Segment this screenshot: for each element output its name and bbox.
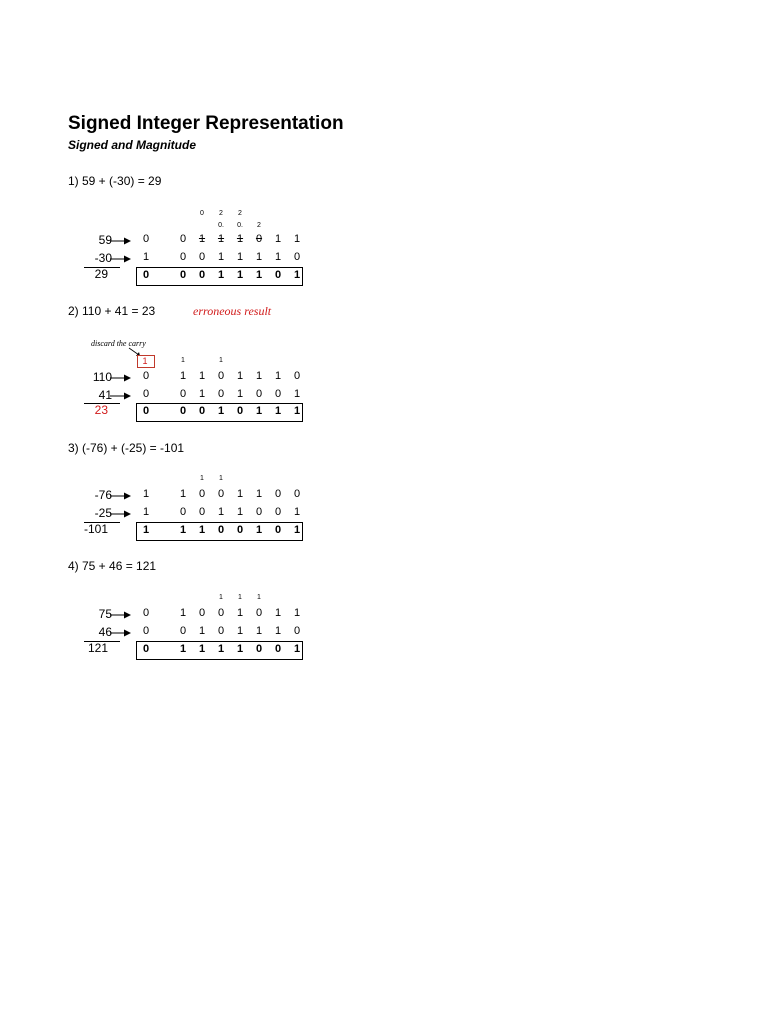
operand-1-bit: 1 (255, 370, 263, 382)
operand-2: 46 (98, 625, 112, 639)
sum-bit: 1 (274, 405, 282, 417)
operand-2-bit: 0 (179, 251, 187, 263)
carry-digit: 1 (238, 594, 242, 601)
sum-bit: 0 (198, 269, 206, 281)
carry-digit: 1 (219, 594, 223, 601)
arrow-right-icon (110, 392, 132, 400)
sum-bit: 0 (142, 269, 150, 281)
operand-2: -30 (94, 251, 112, 265)
operand-1-bit: 1 (236, 488, 244, 500)
operand-2-bit: 1 (142, 251, 150, 263)
operand-1-bit: 0 (274, 488, 282, 500)
result-value: 121 (87, 641, 108, 655)
result-value: -101 (83, 522, 108, 536)
operand-1-bit: 0 (255, 607, 263, 619)
operand-1-bit: 1 (198, 370, 206, 382)
sum-bit: 0 (274, 524, 282, 536)
operand-2-bit: 0 (142, 625, 150, 637)
operand-2-bit: 0 (255, 506, 263, 518)
operand-2-bit: 1 (236, 506, 244, 518)
operand-2-bit: 0 (274, 388, 282, 400)
operand-2-bit: 1 (293, 506, 301, 518)
carry-digit: 2 (238, 210, 242, 217)
operand-2: 41 (98, 388, 112, 402)
operand-1-bit: 0 (293, 370, 301, 382)
operand-2-bit: 1 (274, 625, 282, 637)
sum-bit: 1 (255, 269, 263, 281)
problem-note: erroneous result (193, 304, 272, 318)
operand-1-bit: 1 (274, 607, 282, 619)
operand-2-bit: 0 (179, 388, 187, 400)
operand-2-bit: 1 (217, 251, 225, 263)
operand-2-bit: 0 (217, 625, 225, 637)
operand-2-bit: 1 (236, 625, 244, 637)
operand-1-bit: 1 (179, 607, 187, 619)
carry-digit: 1 (219, 357, 223, 364)
operand-2-bit: 0 (198, 251, 206, 263)
operand-1-bit: 0 (293, 488, 301, 500)
sum-bit: 1 (255, 405, 263, 417)
arrow-right-icon (110, 237, 132, 245)
arrow-right-icon (110, 492, 132, 500)
sum-bit: 1 (198, 524, 206, 536)
operand-1-bit: 1 (217, 233, 225, 245)
operand-1-bit: 0 (198, 488, 206, 500)
sum-bit: 1 (179, 643, 187, 655)
operand-1-bit: 1 (293, 233, 301, 245)
operand-2-bit: 0 (179, 625, 187, 637)
operand-1-bit: 0 (217, 488, 225, 500)
operand-2-bit: 0 (217, 388, 225, 400)
operand-1-bit: 1 (236, 370, 244, 382)
operand-2-bit: 1 (198, 388, 206, 400)
sum-bit: 0 (142, 643, 150, 655)
result-value: 29 (94, 267, 108, 281)
sum-bit: 1 (293, 643, 301, 655)
carry-digit: 1 (181, 357, 185, 364)
operand-1-bit: 1 (255, 488, 263, 500)
page-subtitle: Signed and Magnitude (68, 138, 196, 152)
arrow-right-icon (110, 510, 132, 518)
operand-1-bit: 0 (198, 607, 206, 619)
operand-1-bit: 1 (274, 370, 282, 382)
discard-carry-label: discard the carry (91, 339, 146, 348)
operand-2-bit: 1 (255, 251, 263, 263)
operand-2-bit: 0 (293, 251, 301, 263)
operand-1: -76 (94, 488, 112, 502)
sum-bit: 0 (236, 405, 244, 417)
sum-bit: 1 (179, 524, 187, 536)
sum-bit: 1 (217, 269, 225, 281)
sum-bit: 1 (217, 405, 225, 417)
sum-bit: 1 (293, 524, 301, 536)
arrow-right-icon (110, 374, 132, 382)
carry-digit: 1 (200, 475, 204, 482)
operand-1-bit: 1 (236, 233, 244, 245)
sum-bit: 1 (217, 643, 225, 655)
operand-1-bit: 0 (142, 370, 150, 382)
carry-digit: 1 (257, 594, 261, 601)
sum-bit: 0 (198, 405, 206, 417)
sum-bit: 1 (236, 269, 244, 281)
page-title: Signed Integer Representation (68, 113, 344, 134)
sum-bit: 0 (274, 269, 282, 281)
operand-1-bit: 1 (198, 233, 206, 245)
operand-2-bit: 1 (255, 625, 263, 637)
operand-1-bit: 1 (274, 233, 282, 245)
sum-bit: 1 (236, 643, 244, 655)
operand-2-bit: 0 (255, 388, 263, 400)
sum-bit: 0 (255, 643, 263, 655)
sum-bit: 1 (255, 524, 263, 536)
operand-1-bit: 1 (236, 607, 244, 619)
operand-1-bit: 0 (217, 607, 225, 619)
operand-1-bit: 0 (179, 233, 187, 245)
operand-2: -25 (94, 506, 112, 520)
problem-equation: 2) 110 + 41 = 23 (68, 304, 156, 318)
operand-1-bit: 0 (217, 370, 225, 382)
operand-1: 110 (92, 370, 112, 384)
operand-1-bit: 0 (142, 607, 150, 619)
operand-2-bit: 1 (217, 506, 225, 518)
sum-bit: 0 (274, 643, 282, 655)
sum-bit: 1 (198, 643, 206, 655)
sum-bit: 1 (293, 405, 301, 417)
operand-1: 59 (98, 233, 112, 247)
operand-2-bit: 0 (198, 506, 206, 518)
operand-2-bit: 0 (142, 388, 150, 400)
carry-digit: 2 (257, 222, 261, 229)
sum-bit: 0 (142, 405, 150, 417)
operand-2-bit: 1 (198, 625, 206, 637)
operand-2-bit: 0 (293, 625, 301, 637)
result-value: 23 (94, 403, 108, 417)
arrow-right-icon (110, 255, 132, 263)
operand-1-bit: 1 (179, 488, 187, 500)
operand-2-bit: 1 (293, 388, 301, 400)
operand-1-bit: 1 (142, 488, 150, 500)
sum-bit: 0 (179, 405, 187, 417)
carry-out-digit: 1 (142, 356, 148, 366)
arrow-right-icon (110, 629, 132, 637)
operand-1-bit: 1 (179, 370, 187, 382)
carry-digit: 2 (219, 210, 223, 217)
operand-2-bit: 1 (236, 251, 244, 263)
operand-1-bit: 0 (142, 233, 150, 245)
arrow-right-icon (110, 611, 132, 619)
operand-1-bit: 1 (293, 607, 301, 619)
sum-bit: 1 (293, 269, 301, 281)
carry-digit: 0. (237, 222, 243, 229)
operand-2-bit: 0 (274, 506, 282, 518)
sum-bit: 0 (179, 269, 187, 281)
sum-bit: 0 (236, 524, 244, 536)
problem-equation: 4) 75 + 46 = 121 (68, 559, 157, 573)
operand-1: 75 (98, 607, 112, 621)
carry-digit: 0. (218, 222, 224, 229)
problem-equation: 1) 59 + (-30) = 29 (68, 174, 162, 188)
operand-2-bit: 1 (142, 506, 150, 518)
operand-1-bit: 0 (255, 233, 263, 245)
operand-2-bit: 0 (179, 506, 187, 518)
problem-equation: 3) (-76) + (-25) = -101 (68, 441, 185, 455)
sum-bit: 0 (217, 524, 225, 536)
carry-digit: 0 (200, 210, 204, 217)
operand-2-bit: 1 (274, 251, 282, 263)
sum-bit: 1 (142, 524, 150, 536)
operand-2-bit: 1 (236, 388, 244, 400)
carry-digit: 1 (219, 475, 223, 482)
